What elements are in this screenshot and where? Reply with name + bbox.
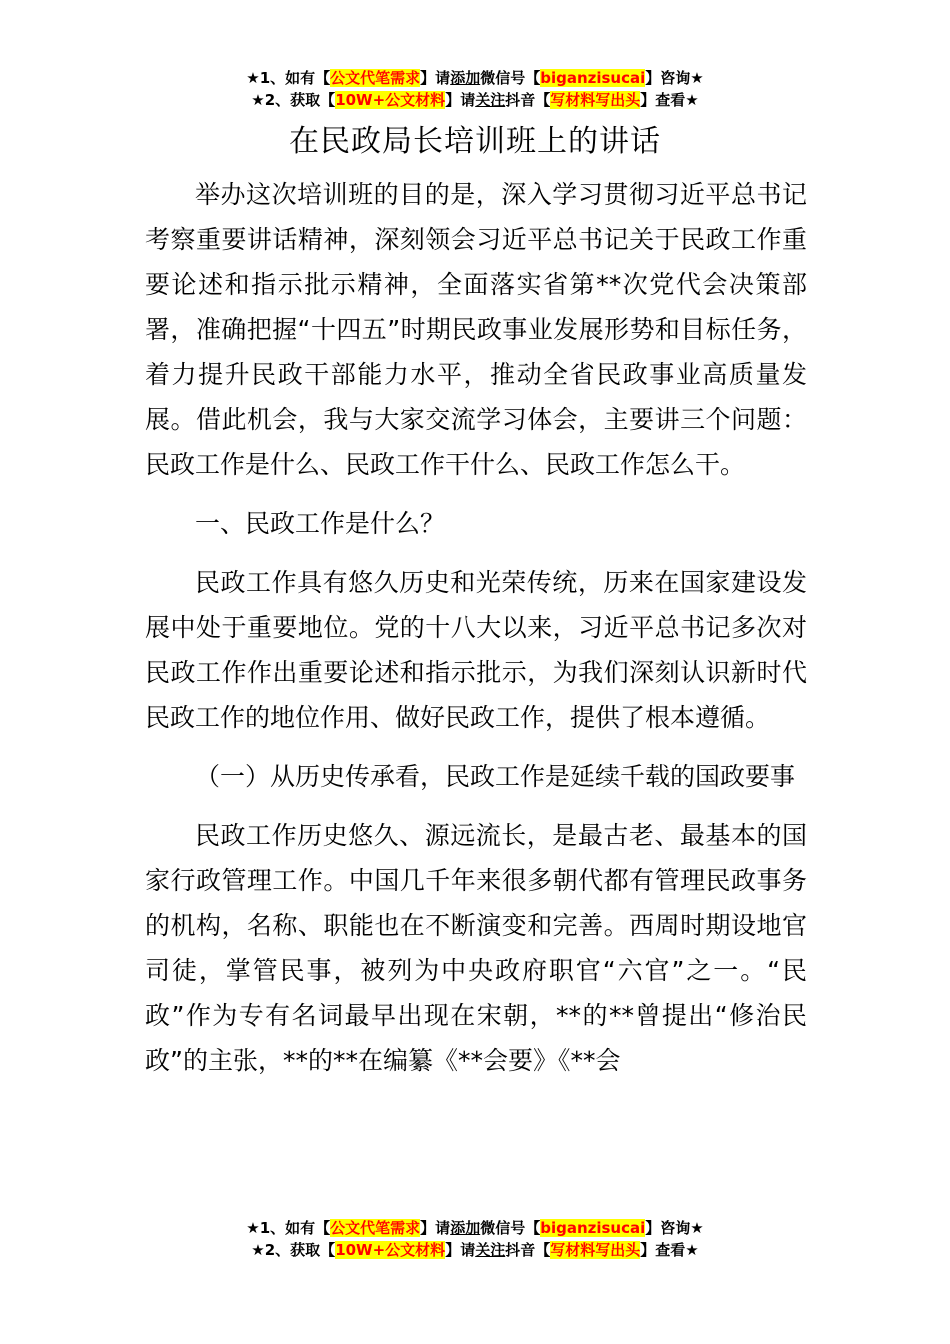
section-heading: 一、民政工作是什么？	[195, 509, 446, 538]
promo-line-2: ★2、获取【10W+公文材料】请关注抖音【写材料写出头】查看★	[251, 91, 699, 109]
promo-line-1: ★1、如有【公文代笔需求】请添加微信号【biganzisucai】咨询★	[246, 69, 704, 87]
document-body	[145, 172, 807, 1097]
wechat-id: biganzisucai	[540, 1219, 646, 1237]
highlight-text: 公文代笔需求	[330, 69, 421, 87]
promo-line-1: ★1、如有【公文代笔需求】请添加微信号【biganzisucai】咨询★	[246, 1219, 704, 1237]
highlight-text: 公文代笔需求	[330, 1219, 421, 1237]
promo-line-2: ★2、获取【10W+公文材料】请关注抖音【写材料写出头】查看★	[251, 1241, 699, 1259]
subsection-heading: （一）从历史传承看，民政工作是延续千载的国政要事	[195, 762, 796, 791]
body-paragraph: 民政工作具有悠久历史和光荣传统，历来在国家建设发展中处于重要地位。党的十八大以来，习近平总书记多次对民政工作作出重要论述和指示批示，为我们深刻认识新时代民政工作的地位作用、做好民政工作，提供了根本遵循。	[145, 568, 807, 732]
header-promo-banner	[0, 67, 950, 111]
douyin-account: 写材料写出头	[550, 1241, 641, 1259]
body-paragraph: 民政工作历史悠久、源远流长，是最古老、最基本的国家行政管理工作。中国几千年来很多朝代都有管理民政事务的机构，名称、职能也在不断演变和完善。西周时期设地官司徒，掌管民事，被列为中央政府职官“六官”之一。“民政”作为专有名词最早出现在宋朝，**的**曾提出“修治民政”的主张，**的**在编纂《**会要》《**会	[145, 821, 807, 1075]
highlight-text: 10W+公文材料	[335, 1241, 446, 1259]
wechat-id: biganzisucai	[540, 69, 646, 87]
document-title: 在民政局长培训班上的讲话	[289, 124, 661, 159]
footer-promo-banner	[0, 1217, 950, 1261]
intro-paragraph: 举办这次培训班的目的是，深入学习贯彻习近平总书记考察重要讲话精神，深刻领会习近平总书记关于民政工作重要论述和指示批示精神，全面落实省第**次党代会决策部署，准确把握“十四五”时期民政事业发展形势和目标任务，着力提升民政干部能力水平，推动全省民政事业高质量发展。借此机会，我与大家交流学习体会，主要讲三个问题：民政工作是什么、民政工作干什么、民政工作怎么干。	[145, 180, 807, 479]
douyin-account: 写材料写出头	[550, 91, 641, 109]
highlight-text: 10W+公文材料	[335, 91, 446, 109]
